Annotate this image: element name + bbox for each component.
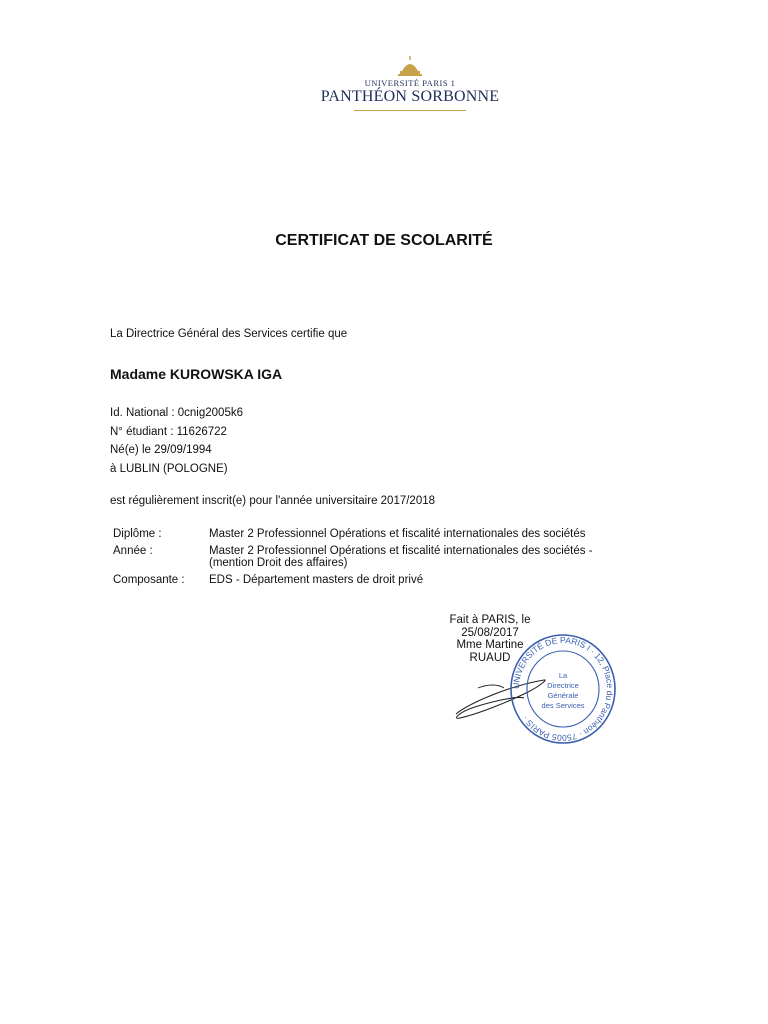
birth-date: Né(e) le 29/09/1994 [110,444,212,456]
logo-university-line: UNIVERSITÉ PARIS 1 [364,78,456,88]
birth-place: à LUBLIN (POLOGNE) [110,462,228,475]
intro-text: La Directrice Général des Services certifie que [110,328,348,340]
signatory-name-line2: RUAUD [469,651,511,664]
details-label: Composante : [113,573,185,586]
student-number: N° étudiant : 11626722 [110,425,227,438]
logo-rule [354,110,466,111]
details-label: Année : [113,544,153,557]
signatory-name-line1: Mme Martine [456,639,524,651]
details-row-component [110,574,596,591]
details-row-year [110,545,596,574]
details-value-line2: (mention Droit des affaires) [209,557,348,569]
stamp-center-line2: Directrice [547,681,579,690]
stamp-ring-text: UNIVERSITÉ DE PARIS I · 12, Place du Panthéon · 75005 PARIS · [510,634,616,744]
logo-pantheon-line: PANTHÉON SORBONNE [320,88,500,105]
pantheon-dome-icon [396,56,424,78]
identity-block [110,404,243,478]
enrollment-statement: est régulièrement inscrit(e) pour l'année universitaire 2017/2018 [110,495,436,507]
document-title: CERTIFICAT DE SCOLARITÉ [275,232,493,249]
details-value: EDS - Département masters de droit privé [209,573,424,586]
signature-date: 25/08/2017 [461,626,519,639]
details-value: Master 2 Professionnel Opérations et fiscalité internationales des sociétés [209,528,586,540]
details-row-diploma [110,528,596,545]
university-logo [320,56,500,120]
details-value [206,545,596,574]
details-label: Diplôme : [113,528,162,540]
national-id: Id. National : 0cnig2005k6 [110,407,243,419]
student-name: Madame KUROWSKA IGA [110,366,283,382]
details-table [110,528,596,590]
stamp-center-line4: des Services [541,701,585,710]
stamp-center-line3: Générale [547,691,579,700]
stamp-center-line1: La [558,671,568,680]
details-value-line1: Master 2 Professionnel Opérations et fiscalité internationales des sociétés - [209,544,593,557]
official-stamp [508,632,618,746]
signature-place: Fait à PARIS, le [449,614,531,626]
